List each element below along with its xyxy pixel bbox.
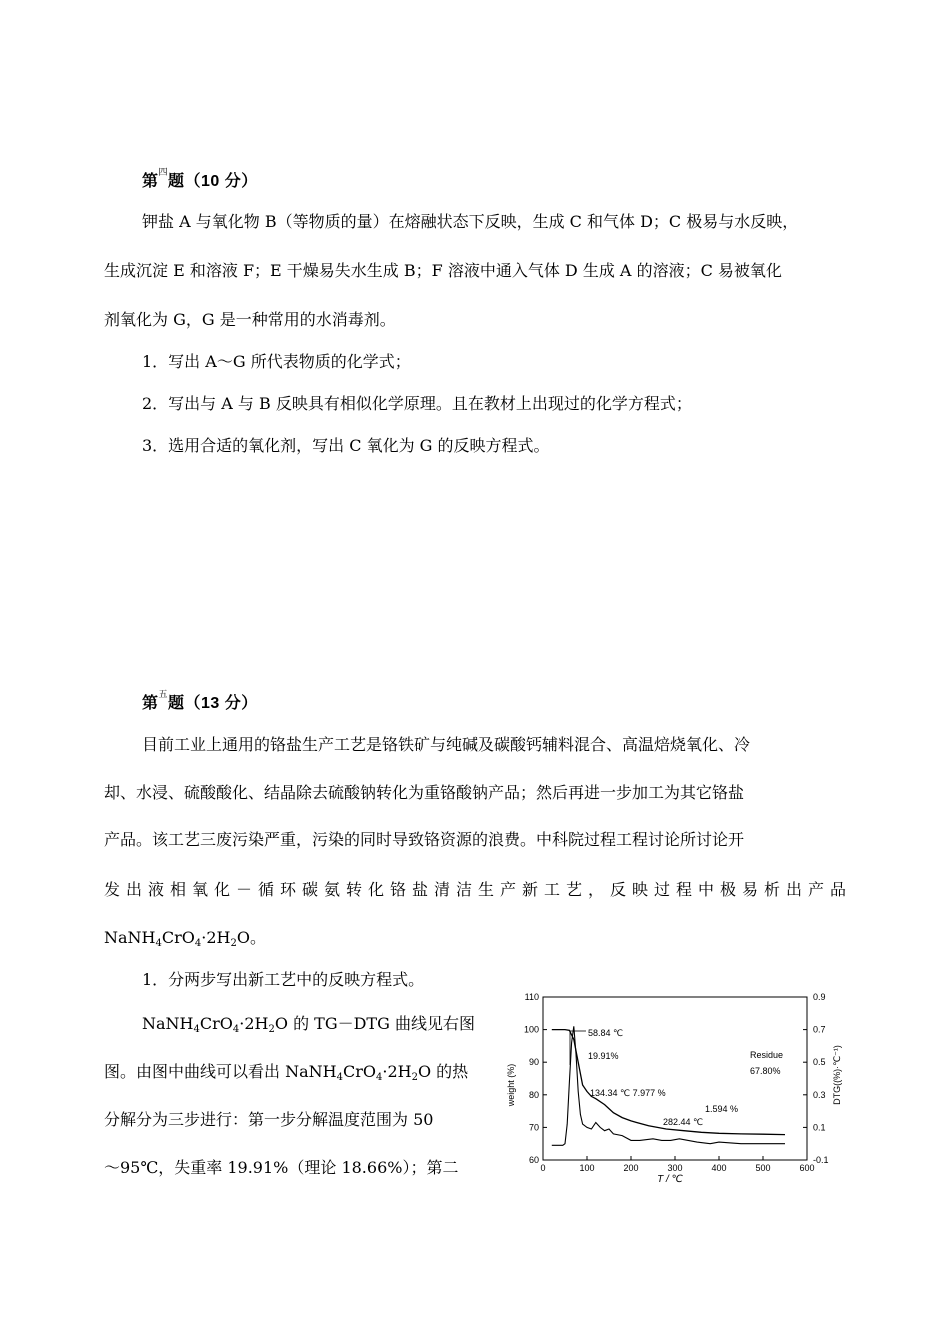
formula-part: NaNH [104,928,156,947]
question-5-heading [142,690,258,713]
annotation-58-84: 58.84 ℃ [588,1028,624,1038]
y2-tick-label: -0.1 [813,1155,829,1165]
dtg-curve [552,1026,785,1145]
formula-part: O。 [236,928,266,947]
x-tick-label: 100 [579,1163,595,1173]
heading-suffix: 题（13 分） [168,695,258,712]
heading-prefix: 第 [142,173,159,190]
heading-prefix: 第 [142,695,159,712]
q4-item-3: 3．选用合适的氧化剂，写出 C 氧化为 G 的反映方程式。 [142,436,550,455]
formula-part: ·2H [239,1014,269,1033]
y-tick-label: 80 [528,1089,539,1100]
q5-tg-line-3: 分解分为三步进行：第一步分解温度范围为 50 [104,1110,434,1129]
formula-subscript: 2 [230,938,237,949]
x-tick-label: 200 [623,1163,639,1173]
formula-part: CrO [342,1062,376,1081]
formula-subscript: 2 [411,1072,418,1083]
annotation-282-44: 282.44 ℃ [663,1117,704,1127]
heading-number: 五 [158,689,169,699]
formula-part: O 的 TG－DTG 曲线见右图 [274,1014,475,1033]
y-tick-label: 90 [528,1057,539,1068]
q5-paragraph-line-4-text: 发出液相氧化－循环碳氨转化铬盐清洁生产新工艺，反映过程中极易析出产品 [104,880,846,899]
x-tick-label: 600 [799,1163,815,1173]
formula-subscript: 2 [268,1024,275,1035]
y2-axis-label: DTG((%)·℃⁻¹) [832,1045,842,1105]
q5-tg-line-1 [142,1014,475,1034]
annotation-19-91: 19.91% [588,1051,619,1061]
y2-tick-label: 0.9 [813,992,826,1002]
q5-tg-line-2 [104,1062,468,1082]
heading-suffix: 题（10 分） [168,173,258,190]
formula-subscript: 4 [194,938,202,949]
heading-number: 四 [158,167,169,177]
annotation-1-594: 1.594 % [705,1104,739,1114]
y2-tick-label: 0.1 [813,1122,826,1133]
q5-paragraph-line-3: 产品。该工艺三废污染严重，污染的同时导致铬资源的浪费。中科院过程工程讨论所讨论开 [104,830,745,849]
q4-item-2: 2．写出与 A 与 B 反映具有相似化学原理。且在教材上出现过的化学方程式； [142,394,692,413]
tg-dtg-chart [500,985,850,1185]
y2-tick-label: 0.3 [813,1089,826,1100]
y-tick-label: 60 [528,1155,539,1165]
y-tick-label: 110 [524,992,539,1002]
y2-tick-label: 0.7 [813,1024,826,1035]
formula-subscript: 4 [193,1024,200,1035]
q4-paragraph-line-1: 钾盐 A 与氧化物 B（等物质的量）在熔融状态下反映，生成 C 和气体 D；C 极易与水反映， [142,212,799,231]
q4-paragraph-line-3: 剂氧化为 G，G 是一种常用的水消毒剂。 [104,310,396,329]
formula-part: O 的热 [417,1062,469,1081]
annotation-residue: Residue [750,1050,784,1060]
y-axis-label: weight (%) [506,1063,516,1107]
q5-paragraph-line-1: 目前工业上通用的铬盐生产工艺是铬铁矿与纯碱及碳酸钙辅料混合、高温焙烧氧化、冷 [142,735,751,754]
q4-paragraph-line-2: 生成沉淀 E 和溶液 F；E 干燥易失水生成 B；F 溶液中通入气体 D 生成 A 的溶液；C 易被氧化 [104,261,782,280]
y-tick-label: 100 [523,1024,539,1035]
formula-subscript: 4 [155,938,162,949]
formula-part: 图。由图中曲线可以看出 NaNH [104,1062,337,1081]
annotation-134-34: 134.34 ℃ 7.977 % [590,1088,666,1098]
q5-item-1: 1．分两步写出新工艺中的反映方程式。 [142,970,425,989]
formula-part: ·2H [382,1062,412,1081]
formula-subscript: 4 [336,1072,343,1083]
q5-paragraph-line-2: 却、水浸、硫酸酸化、结晶除去硫酸钠转化为重铬酸钠产品；然后再进一步加工为其它铬盐 [104,783,745,802]
chart-ticks [543,997,807,1160]
x-tick-label: 500 [755,1163,771,1173]
formula-subscript: 4 [232,1024,240,1035]
q4-item-1: 1．写出 A～G 所代表物质的化学式； [142,352,411,371]
question-4-heading [142,168,258,191]
formula-part: NaNH [142,1014,194,1033]
formula-part: CrO [161,928,195,947]
formula-subscript: 4 [375,1072,383,1083]
q5-tg-line-4: ～95℃，失重率 19.91%（理论 18.66%）；第二 [104,1158,459,1177]
q5-formula-line [104,928,266,948]
x-tick-label: 300 [667,1163,683,1173]
q5-paragraph-line-4 [104,880,846,900]
formula-part: ·2H [201,928,231,947]
x-tick-label: 0 [540,1163,546,1173]
annotation-residue-value: 67.80% [750,1066,781,1076]
x-axis-label: T / ℃ [657,1174,683,1185]
chart-plot-area [543,997,807,1160]
formula-part: CrO [199,1014,233,1033]
y2-tick-label: 0.5 [813,1057,826,1068]
y-tick-label: 70 [528,1122,539,1133]
x-tick-label: 400 [711,1163,727,1173]
